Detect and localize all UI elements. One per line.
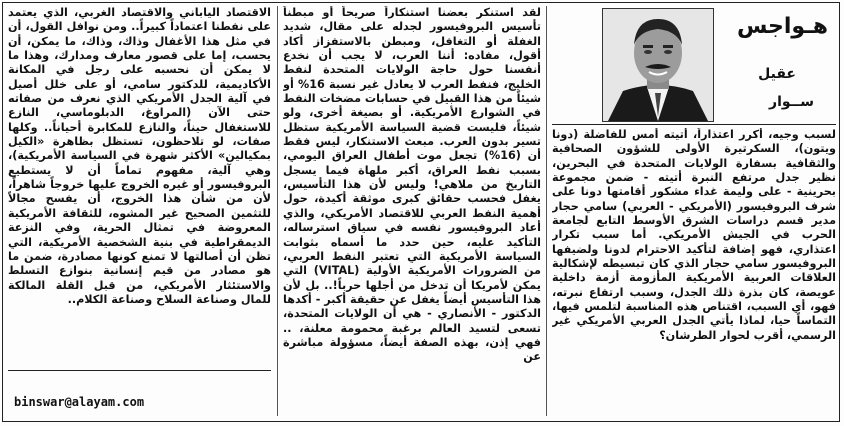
article-paragraph: لقد استنكر بعضنا استنكاراً صريحاً أو مبطناً تأسيس البروفيسور لجدله على مقال، شديد الغفلة أو التغافل، ومبطن بالاستفزاز أكاد أقول، مفاده: أننا العرب، لا يجب أن نخدع أنفسنا حول حاجة الولايات المتحدة لنفط الخليج، فنفط العرب لا يعادل غير نسبة 16% أو شيئاً من هذا القبيل في حسابات مضخات النفط في الشوارع الأمريكية. أو بصيغة أخرى، ولو شيئاً، فليست قضية السياسة الأمريكية ستظل تسير بدون العرب. مبعث الاستنكار، ليس فقط أن (16%) تجعل موت أطفال العراق اليومي، بسبب نفط العراق، أكبر ملهاة فيما يسجل التاريخ من ملاهي! وليس لأن هذا التأسيس، يغفل فحسب حقائق كبرى موثقة أكيدة، حول أهمية النفط العربي للاقتصاد الأمريكي، والذي أعاد البروفيسور نفسه في سياق استرساله، التأكيد عليه، حين حدد ما أسماه بثوابت السياسة الأمريكية التي تعتبر النفط العربي، من الضرورات الأمريكية الأولية (VITAL) التي يمكن لأمريكا أن تدخل من أجلها حرباً!.. بل لأن هذا التأسيس أيضاً يغفل عن حقيقة أكبر - أكدها الدكتور - الأنصاري - هي أن الولايات المتحدة، تسعى لتسيد العالم برغبة محمومة معلنة، .. فهي إذن، بهذه الصفة أيضاً، مسؤولة مباشرة عن [283, 6, 541, 364]
article-paragraph: الاقتصاد الياباني والاقتصاد الغربي، الذي يعتمد على نفطنا اعتماداً كبيراً.. ومن نوافل القول، أن في مثل هذا الأغفال وذاك، وذاك، ما يمكن، أن يحسب، إما على قصور معارف ومدارك، وهذا ما لا يمكن أن نحسبه على رجل في المكانة الأكاديمية، للدكتور سامي، أو على خلل أصيل في آلية الجدل الأمريكي الذي نعرف من صفاته حتى الآن (المراوغ، الدبلوماسي، النازع للاستغفال حيناً، والنازع للمكابرة أحياناً.. وكلها صفات، لو تلاحظون، تستظل بظاهرة «الكيل بمكيالين» الأكثر شهرة في السياسة الأمريكية)، وهي آلية، مفهوم تماماً أن لا يستطيع البروفيسور أو غيره الخروج عليها خروجاً شاهراً، لأن من شأن هذا الخروج، أن يفسح مجالاً للتثمين الصحيح غير المشوه، للثقافة الأمريكية المعروضة في تمثال الحرية، وفي النزعة الديمقراطية في بنية الشخصية الأمريكية، التي تظن أن أصالتها لا تمنع كونها مصادرة، ضمن ما هو مصادر من قيم إنسانية بنوازع التسلط والاستئثار الأمريكي، من قبل القلة المالكة للمال وصناعة السلاح وصناعة الكلام.. [8, 6, 271, 306]
author-photo [602, 8, 714, 122]
column-divider [546, 6, 547, 416]
article-column-left [8, 6, 271, 364]
column-title: هـواجس [736, 14, 828, 39]
author-first-name: عقيل [758, 66, 796, 82]
article-paragraph: لسبب وجيه، أكرر اعتذاراً، أتيته أمس للفاضلة (دونا ويتون)، السكرتيرة الأولى للشؤون الصحافية والثقافية بسفارة الولايات المتحدة في البحرين، نظير جدل مرتفع النبرة أتيته - ضمن مجموعة بحرينية - على وليمة غداء مشكور أقامتها دونا على شرف البروفيسور (الأمريكي - العربي) سامي حجار مدير قسم دراسات الشرق الأوسط التابع لجامعة الحرب في الجيش الأمريكي. أما سبب تكرار اعتذاري، فهو إضافة لتأكيد الاحترام لدونا ولضيفها البروفيسور سامي حجار الذي كان تبسيطه لإشكالية العلاقات العربية الأمريكية المأزومة أزمة داخلية عويصة، كان بذرة ذلك الجدل، وسبب ارتفاع نبرته، فهو، أي السبب، اقتناص هذه المناسبة لتلمس فيها، التماساً حيا، لماذا يأتي الجدل العربي الأمريكي غير الرسمي، أقرب لحوار الطرشان؟ [552, 128, 836, 342]
author-contact [8, 370, 271, 417]
column-header [552, 6, 836, 125]
author-portrait-image [603, 9, 713, 121]
column-divider [277, 6, 278, 416]
author-last-name: ســوار [769, 94, 814, 110]
author-email[interactable]: binswar@alayam.com [14, 395, 145, 409]
article-column-middle [283, 6, 541, 416]
article-column-right [552, 128, 836, 420]
